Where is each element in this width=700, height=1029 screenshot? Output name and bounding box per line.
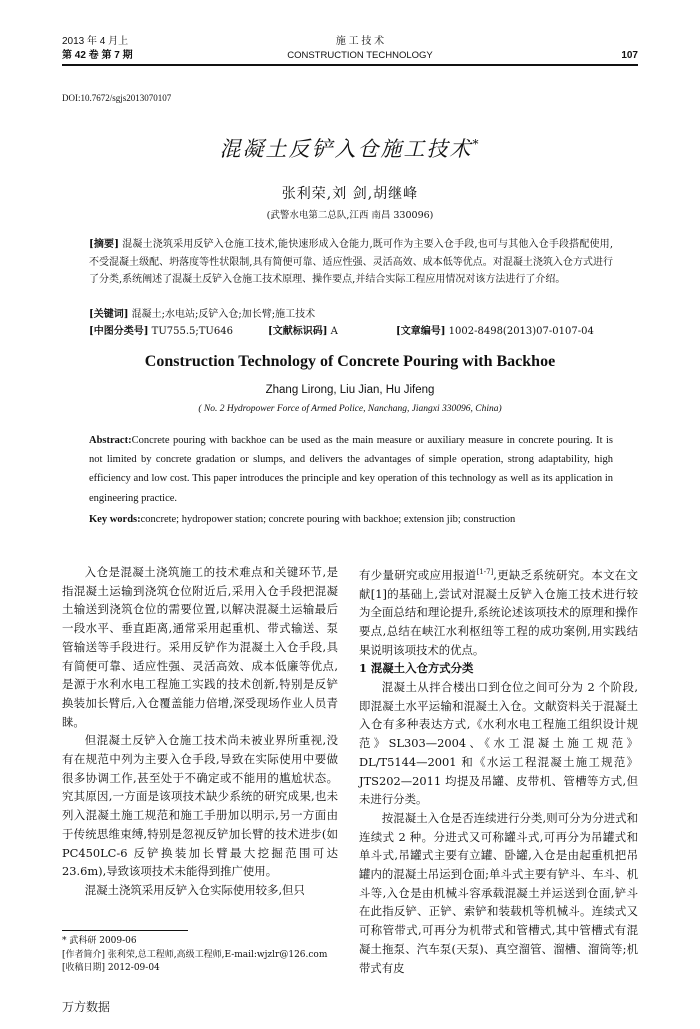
- footnote-author-intro: [作者简介] 张利荣,总工程师,高级工程师,E-mail:wjzlr@126.com: [62, 949, 328, 960]
- abstract-cn-label: [摘要]: [89, 239, 119, 250]
- header-journal-cn: 施 工 技 术: [335, 36, 385, 47]
- keywords-en-text: concrete; hydropower station; concrete pouring with backhoe; extension jib; construction: [140, 514, 516, 525]
- doi: DOI:10.7672/sgjs2013070107: [62, 93, 172, 103]
- header-journal-en: CONSTRUCTION TECHNOLOGY: [287, 50, 433, 61]
- body-paragraph: [359, 563, 638, 659]
- doc-code-value: A: [330, 326, 338, 337]
- title-footnote-mark: *: [472, 137, 481, 151]
- footnotes: [62, 935, 342, 976]
- abstract-en-text: Concrete pouring with backhoe can be used as the main measure or auxiliary measure in concrete pouring. It is not limited by concrete gradation or slumps, and delivers the advantages of simple operation, strong adaptability, high efficiency and low cost. This paper introduces the principle and key operation of this technology as well as its application in engineering practice.: [89, 435, 613, 504]
- header-rule: [62, 64, 638, 66]
- citation-ref: [1-7]: [476, 568, 494, 576]
- abstract-cn: [89, 236, 613, 289]
- header-volume: 第 42 卷 第 7 期: [62, 50, 133, 61]
- clc-label: [中图分类号]: [89, 326, 149, 337]
- header-page-number: 107: [621, 50, 638, 61]
- body-left-column: [62, 563, 338, 900]
- title-cn: [0, 133, 700, 163]
- body-paragraph: 混凝土从拌合楼出口到仓位之间可分为 2 个阶段,即混凝土水平运输和混凝土入仓。文献资料关于混凝土入仓有多种表达方式,《水利水电工程施工组织设计规范》SL303—2004、《水工混凝土施工规范》DL/T5144—2001 和《水运工程混凝土施工规范》JTS202—2011 均提及吊罐、皮带机、管槽等方式,但未进行分类。: [359, 680, 638, 807]
- keywords-cn-text: 混凝土;水电站;反铲入仓;加长臂;施工技术: [131, 309, 316, 320]
- keywords-cn-label: [关键词]: [89, 309, 129, 320]
- article-number-value: 1002-8498(2013)07-0107-04: [448, 326, 594, 337]
- affiliation-cn: (武警水电第二总队,江西 南昌 330096): [266, 210, 434, 221]
- footnote-rule: [62, 930, 188, 931]
- body-text: ,更缺乏系统研究。本文在文献[1]的基础上,尝试对混凝土反铲入仓施工技术进行较为全面总结和理论提升,系统论述该项技术的原理和操作要点,总结在峡江水利枢纽等工程的成功案例,用实践结果说明该项技术的优点。: [359, 567, 638, 657]
- authors-en: Zhang Lirong, Liu Jian, Hu Jifeng: [265, 384, 435, 396]
- affiliation-en: ( No. 2 Hydropower Force of Armed Police, Nanchang, Jiangxi 330096, China): [198, 404, 502, 414]
- keywords-en: [89, 510, 613, 529]
- title-cn-text: 混凝土反铲入仓施工技术: [219, 137, 473, 161]
- body-paragraph: 按混凝土入仓是否连续进行分类,则可分为分进式和连续式 2 种。分进式又可称罐斗式,可再分为吊罐式和单斗式,吊罐式主要有立罐、卧罐,入仓是由起重机把吊罐内的混凝土吊运到仓面;单斗式主要有铲斗、车斗、机斗等,入仓是由机械斗容承载混凝土并运送到仓面,铲斗在此指反铲、正铲、索铲和装载机等机械斗。连续式又可称管带式,可再分为机带式和管槽式,其中管槽式有混凝土拖泵、汽车泵(天泵)、真空溜管、溜槽、溜筒等;机带式有皮: [359, 810, 638, 975]
- footnote-received: [收稿日期] 2012-09-04: [62, 963, 160, 973]
- keywords-cn: [89, 306, 613, 324]
- title-en: Construction Technology of Concrete Pouring with Backhoe: [144, 353, 556, 370]
- doc-code: [268, 323, 338, 341]
- section-heading: 1 混凝土入仓方式分类: [359, 661, 474, 676]
- header-date: 2013 年 4 月上: [62, 36, 129, 47]
- abstract-en: [89, 431, 613, 508]
- body-paragraph: 入仓是混凝土浇筑施工的技术难点和关键环节,是指混凝土运输到浇筑仓位附近后,采用入仓手段把混凝土输送到浇筑仓位的需要位置,以解决混凝土运输最后一段水平、垂直距离,通常采用起重机、带式输送、泵管输送等手段进行。采用反铲作为混凝土入仓手段,具有简便可靠、适应性强、灵活高效、成本低廉等优点,是源于水利水电工程施工实践的技术创新,特别是反铲换装加长臂后,入仓覆盖能力倍增,深受现场作业人员青睐。: [62, 565, 338, 729]
- authors-cn: 张利荣,刘 剑,胡继峰: [281, 186, 419, 202]
- body-paragraph: 但混凝土反铲入仓施工技术尚未被业界所重视,没有在规范中列为主要入仓手段,导致在实际使用中要做很多协调工作,甚至处于不确定或不能用的尴尬状态。究其原因,一方面是该项技术缺少系统的研究成果,也未列入混凝土施工规范和施工手册加以明示,另一方面由于传统思维束缚,特别是忽视反铲加长臂的技术进步(如 PC450LC-6 反铲换装加长臂最大挖掘范围可达 23.6m),导致该项技术未能得到推广使用。: [62, 733, 338, 879]
- article-number: [396, 323, 594, 341]
- source-watermark: 万方数据: [62, 1000, 111, 1014]
- clc-value: TU755.5;TU646: [151, 326, 233, 337]
- clc: [89, 323, 233, 341]
- body-right-column: [359, 563, 638, 977]
- keywords-en-label: Key words:: [89, 514, 141, 525]
- abstract-cn-text: 混凝土浇筑采用反铲入仓施工技术,能快速形成入仓能力,既可作为主要入仓手段,也可与其他入仓手段搭配使用,不受混凝土级配、坍落度等性状限制,具有简便可靠、适应性强、灵活高效、成本低等优点。对混凝土浇筑入仓方式进行了分类,系统阐述了混凝土反铲入仓施工技术原理、操作要点,并结合实际工程应用情况对该方法进行了介绍。: [89, 239, 613, 285]
- abstract-en-label: Abstract:: [89, 435, 132, 446]
- doc-code-label: [文献标识码]: [268, 326, 328, 337]
- article-number-label: [文章编号]: [396, 326, 446, 337]
- footnote-fund: * 武科研 2009-06: [62, 936, 137, 946]
- body-text: 有少量研究或应用报道: [359, 567, 477, 582]
- body-paragraph: 混凝土浇筑采用反铲入仓实际使用较多,但只: [84, 882, 305, 897]
